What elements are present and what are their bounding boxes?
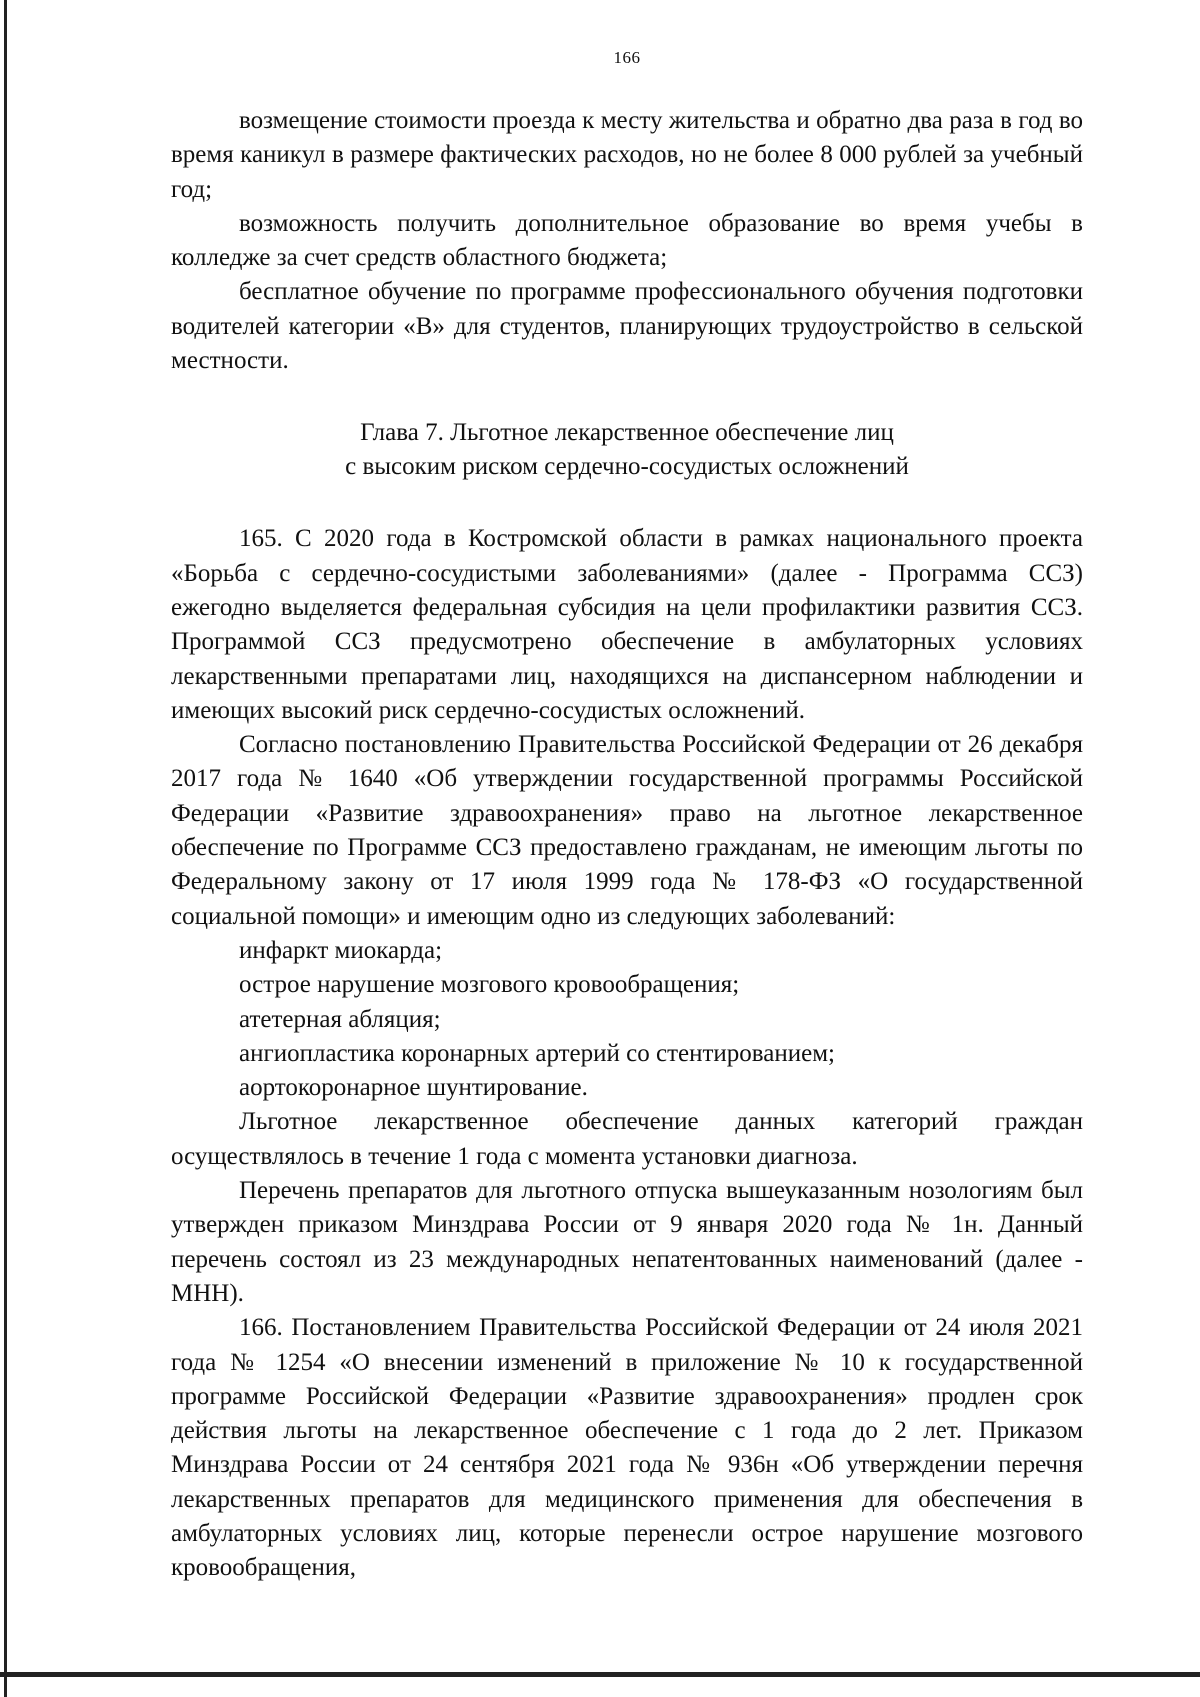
paragraph-165: 165. С 2020 года в Костромской области в рамках национального проекта «Борьба с сердечно-сосудистыми заболеваниями» (далее - Программа ССЗ) ежегодно выделяется федеральная субсидия на цели профилактики развития ССЗ. Программой ССЗ предусмотрено обеспечение в амбулаторных условиях лекарственными препаратами лиц, находящихся на диспансерном наблюдении и имеющих высокий риск сердечно-сосудистых осложнений.	[171, 525, 1083, 724]
list-item-disease: острое нарушение мозгового кровообращения;	[239, 971, 740, 999]
chapter-heading-line-2: с высоким риском сердечно-сосудистых осложнений	[345, 453, 909, 481]
paragraph-government-decree: Согласно постановлению Правительства Российской Федерации от 26 декабря 2017 года № 1640 «Об утверждении государственной программы Российской Федерации «Развитие здравоохранения» право на льготное лекарственное обеспечение по Программе ССЗ предоставлено гражданам, не имеющим льготы по Федеральному закону от 17 июля 1999 года № 178-ФЗ «О государственной социальной помощи» и имеющим одно из следующих заболеваний:	[171, 731, 1083, 930]
paragraph-166: 166. Постановлением Правительства Российской Федерации от 24 июля 2021 года № 1254 «О внесении изменений в приложение № 10 к государственной программе Российской Федерации «Развитие здравоохранения» продлен срок действия льготы на лекарственное обеспечение с 1 года до 2 лет. Приказом Минздрава России от 24 сентября 2021 года № 936н «Об утверждении перечня лекарственных препаратов для медицинского применения для обеспечения в амбулаторных условиях лиц, которые перенесли острое нарушение мозгового кровообращения,	[171, 1314, 1083, 1582]
chapter-heading-line-1: Глава 7. Льготное лекарственное обеспечение лиц	[360, 419, 894, 447]
paragraph-benefit-duration: Льготное лекарственное обеспечение данных категорий граждан осуществлялось в течение 1 года с момента установки диагноза.	[171, 1108, 1083, 1170]
paragraph-additional-education: возможность получить дополнительное образование во время учебы в колледже за счет средств областного бюджета;	[171, 209, 1083, 272]
chapter-heading	[171, 416, 1083, 484]
page-number: 166	[613, 48, 641, 67]
document-page	[171, 40, 1083, 1586]
list-item-disease: аортокоронарное шунтирование.	[239, 1074, 588, 1102]
paragraph-drug-list: Перечень препаратов для льготного отпуска вышеуказанным нозологиям был утвержден приказом Минздрава России от 9 января 2020 года № 1н. Данный перечень состоял из 23 международных непатентованных наименований (далее - МНН).	[171, 1177, 1083, 1307]
list-item-disease: атетерная абляция;	[239, 1005, 441, 1033]
paragraph-driver-training: бесплатное обучение по программе профессионального обучения подготовки водителей категории «В» для студентов, планирующих трудоустройство в сельской местности.	[171, 278, 1083, 375]
list-item-disease: ангиопластика коронарных артерий со стентированием;	[239, 1039, 835, 1067]
scan-left-border	[4, 0, 7, 1697]
paragraph-travel-compensation: возмещение стоимости проезда к месту жительства и обратно два раза в год во время каникул в размере фактических расходов, но не более 8 000 рублей за учебный год;	[171, 107, 1083, 203]
list-item-disease: инфаркт миокарда;	[239, 936, 443, 964]
scan-bottom-border	[0, 1672, 1200, 1677]
